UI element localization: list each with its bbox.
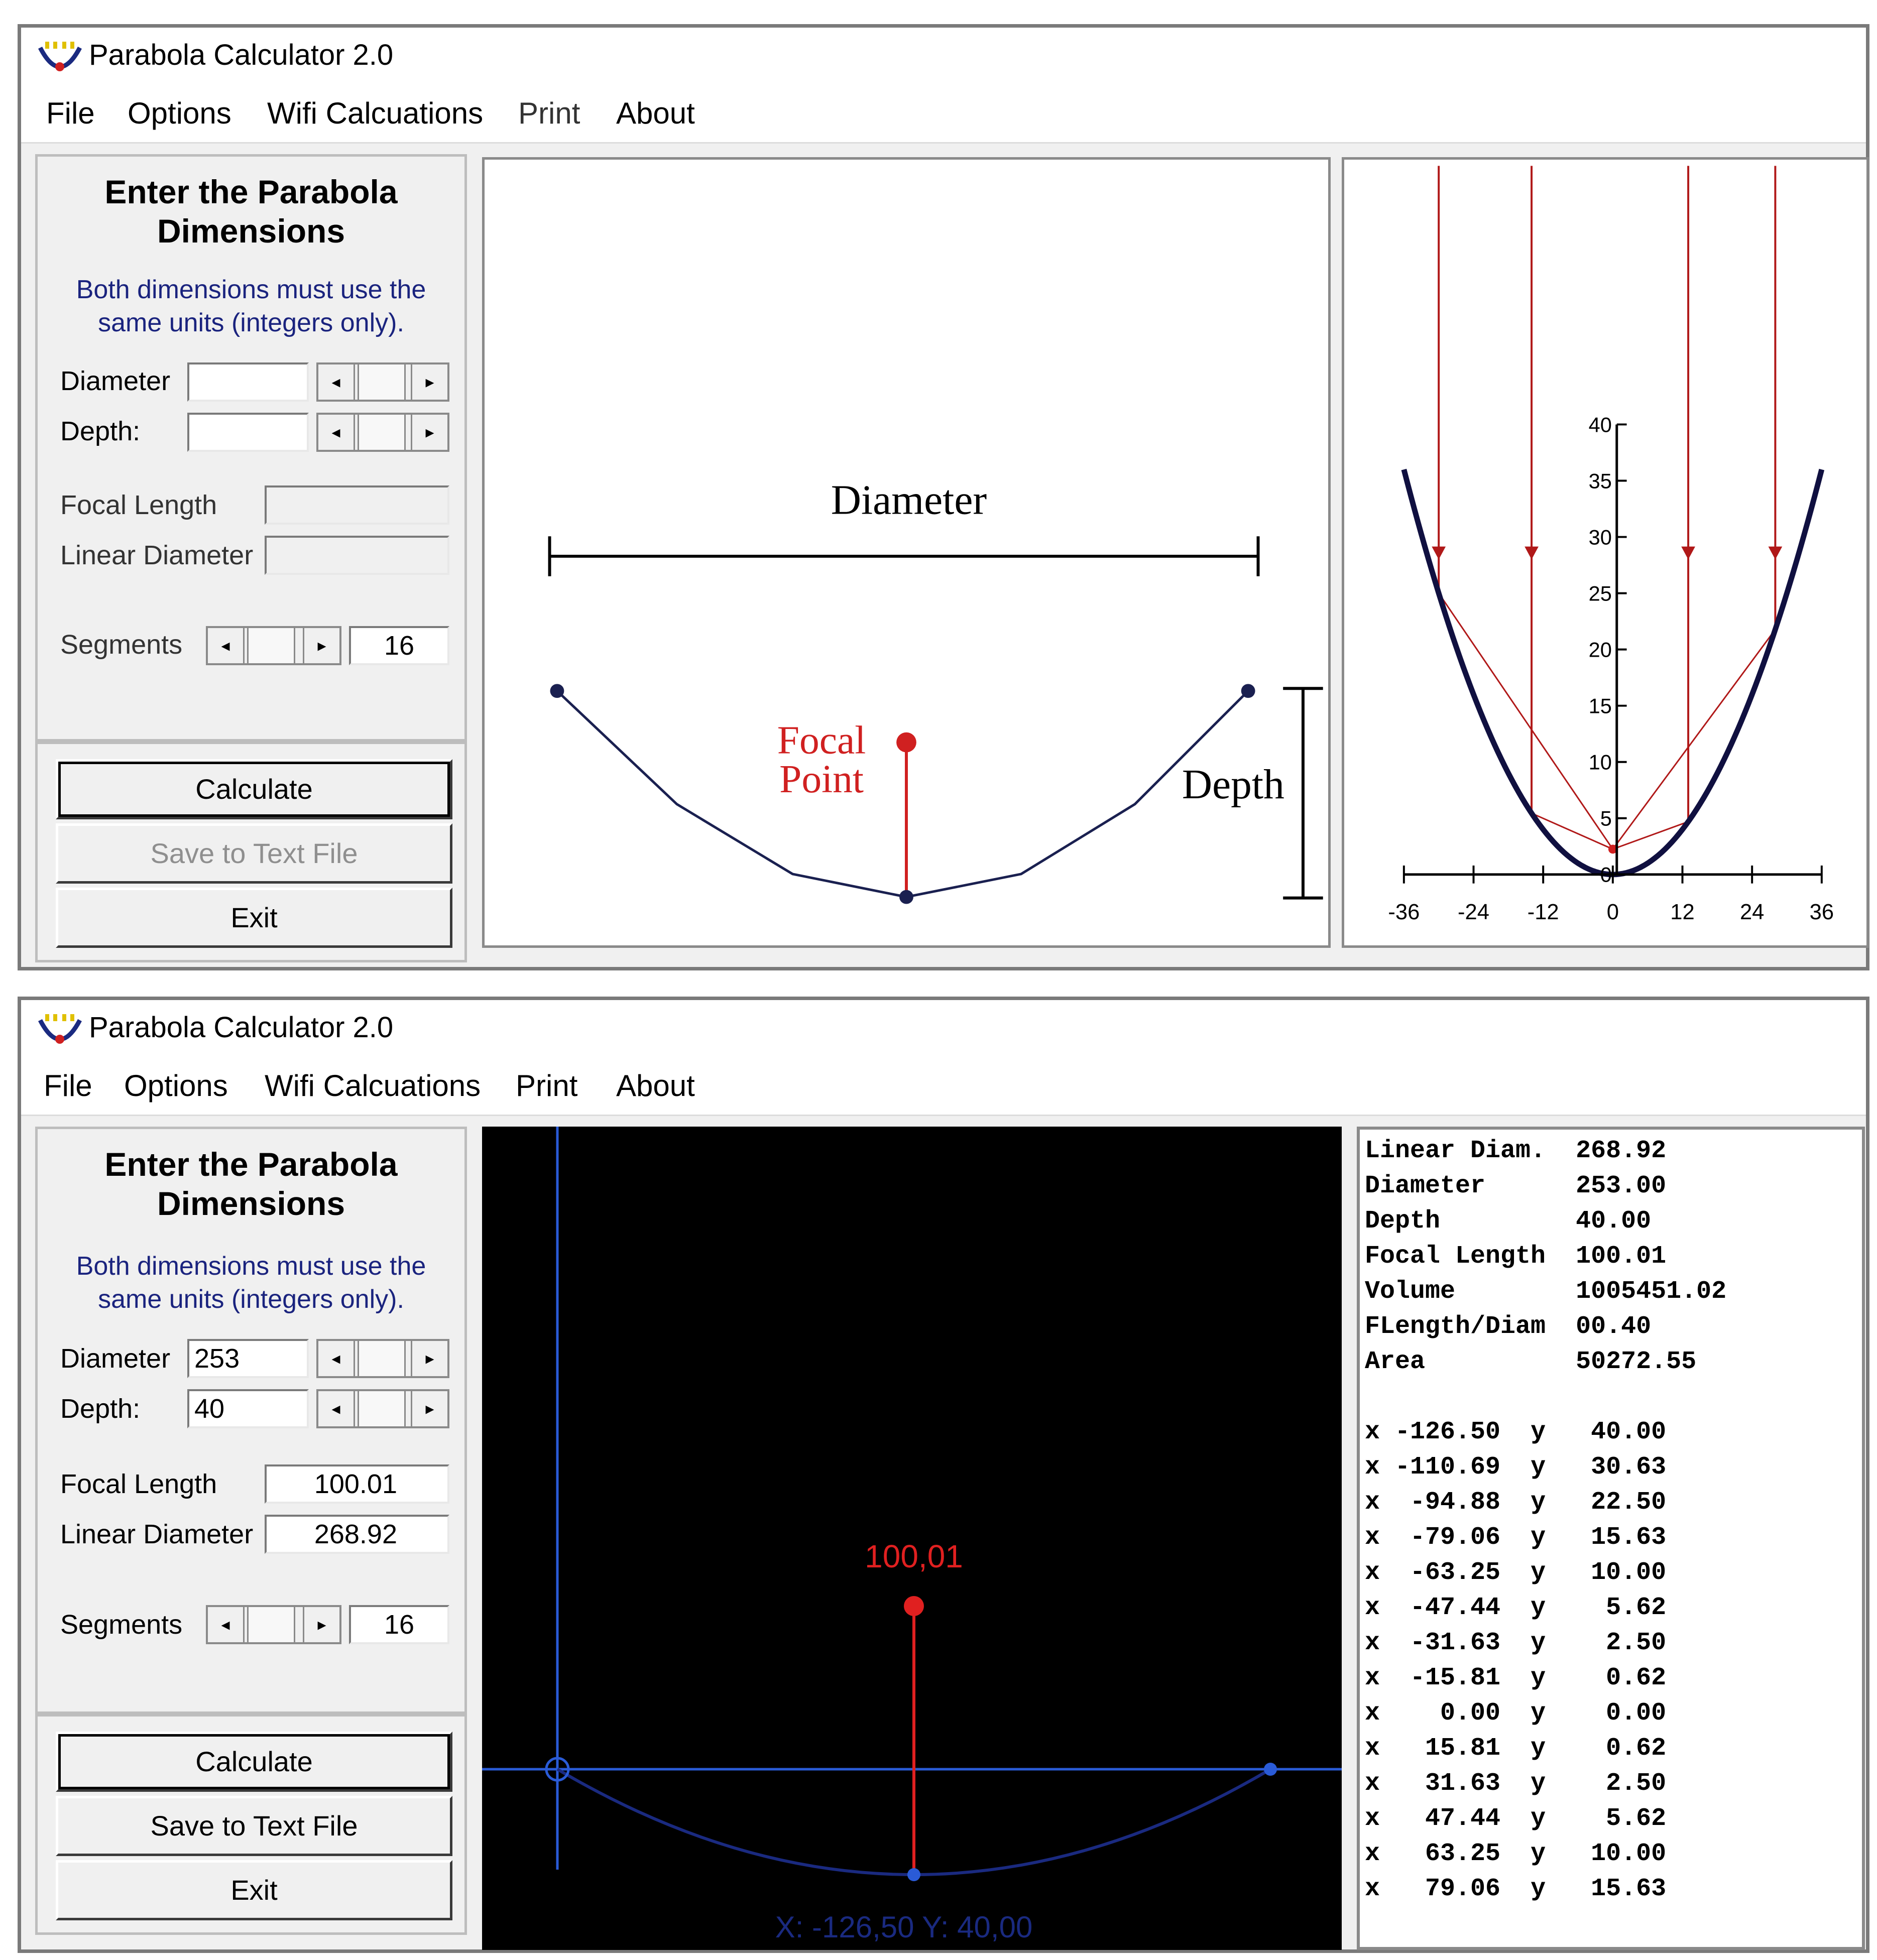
point-row xyxy=(1365,1872,1666,1907)
point-x-value: 0.00 xyxy=(1395,1699,1501,1728)
results-text-panel xyxy=(1357,1127,1865,1950)
scroll-thumb[interactable] xyxy=(358,1391,406,1426)
menu-options[interactable]: Options xyxy=(128,96,231,130)
point-y-prefix: y xyxy=(1500,1699,1546,1728)
result-value: 00.40 xyxy=(1576,1312,1652,1341)
menu-bar xyxy=(21,1056,1866,1116)
point-y-prefix: y xyxy=(1500,1488,1546,1517)
point-y-value: 2.50 xyxy=(1546,1769,1667,1798)
point-row xyxy=(1365,1590,1666,1626)
input-panel xyxy=(35,154,467,742)
point-y-value: 5.62 xyxy=(1546,1594,1667,1622)
y-tick-label: 0 xyxy=(1600,863,1612,887)
scroll-right-arrow-icon[interactable]: ▸ xyxy=(411,1341,447,1376)
y-tick-label: 15 xyxy=(1588,694,1612,718)
button-panel xyxy=(35,742,467,962)
point-y-prefix: y xyxy=(1500,1664,1546,1692)
units-note-line1: Both dimensions must use the xyxy=(76,275,426,304)
x-tick-label: 0 xyxy=(1606,900,1619,924)
depth-input[interactable]: 40 xyxy=(187,1389,309,1428)
chart-parabola-curve xyxy=(1404,469,1822,875)
scroll-thumb[interactable] xyxy=(247,1607,295,1642)
segments-value: 16 xyxy=(349,626,449,665)
point-row xyxy=(1365,1415,1666,1450)
ray-chart xyxy=(1342,157,1869,948)
scroll-right-arrow-icon[interactable]: ▸ xyxy=(411,415,447,450)
focal-label-line1: Focal xyxy=(777,718,866,763)
point-y-prefix: y xyxy=(1500,1840,1546,1868)
point-x-value: -79.06 xyxy=(1395,1523,1501,1552)
result-row xyxy=(1365,1204,1651,1239)
exit-button-label: Exit xyxy=(230,902,278,933)
point-x-value: -63.25 xyxy=(1395,1558,1501,1587)
result-row xyxy=(1365,1309,1651,1344)
point-y-value: 15.63 xyxy=(1546,1875,1667,1903)
result-label: Depth xyxy=(1365,1207,1576,1236)
window-title: Parabola Calculator 2.0 xyxy=(89,39,394,71)
calculate-button-label: Calculate xyxy=(195,773,313,805)
parabola-left-endpoint xyxy=(550,684,564,698)
title-bar xyxy=(21,28,1866,84)
result-row xyxy=(1365,1169,1666,1204)
segmented-parabola xyxy=(557,691,1248,897)
plot-focal-point-marker xyxy=(904,1596,924,1616)
result-value: 1005451.02 xyxy=(1576,1277,1727,1306)
point-y-prefix: y xyxy=(1500,1769,1546,1798)
point-x-value: -110.69 xyxy=(1395,1453,1501,1482)
result-value: 268.92 xyxy=(1576,1137,1667,1165)
result-label: Linear Diam. xyxy=(1365,1137,1576,1165)
point-y-value: 30.63 xyxy=(1546,1453,1667,1482)
diameter-input[interactable] xyxy=(187,362,309,402)
x-tick-label: 24 xyxy=(1739,900,1765,924)
scroll-right-arrow-icon[interactable]: ▸ xyxy=(411,364,447,400)
point-row xyxy=(1365,1766,1666,1801)
units-note-line2: same units (integers only). xyxy=(98,1285,404,1314)
result-value: 40.00 xyxy=(1576,1207,1652,1236)
ray-arrow-icon xyxy=(1432,547,1446,560)
result-label: Diameter xyxy=(1365,1172,1576,1200)
point-y-value: 10.00 xyxy=(1546,1558,1667,1587)
menu-print[interactable]: Print xyxy=(516,1069,578,1102)
x-tick-label: -24 xyxy=(1458,900,1490,924)
form-heading-line2: Dimensions xyxy=(157,212,345,250)
point-x-prefix: x xyxy=(1365,1629,1395,1657)
diameter-scrollbar[interactable] xyxy=(316,362,449,402)
point-y-prefix: y xyxy=(1500,1734,1546,1763)
form-heading-line1: Enter the Parabola xyxy=(104,1146,398,1183)
exit-button[interactable] xyxy=(56,1860,452,1920)
plot-focal-label: 100,01 xyxy=(865,1538,963,1574)
x-tick-label: -12 xyxy=(1527,900,1559,924)
ray-arrow-icon xyxy=(1681,547,1695,560)
depth-scrollbar[interactable] xyxy=(316,413,449,452)
result-label: Volume xyxy=(1365,1277,1576,1306)
point-x-value: 63.25 xyxy=(1395,1840,1501,1868)
point-y-prefix: y xyxy=(1500,1418,1546,1446)
point-y-value: 15.63 xyxy=(1546,1523,1667,1552)
result-row xyxy=(1365,1239,1666,1274)
y-tick-label: 20 xyxy=(1588,638,1612,662)
point-x-prefix: x xyxy=(1365,1804,1395,1833)
plot-vertex xyxy=(907,1868,920,1881)
depth-label: Depth: xyxy=(60,416,141,446)
point-row xyxy=(1365,1731,1666,1766)
x-tick-label: 12 xyxy=(1670,900,1695,924)
y-tick-label: 30 xyxy=(1588,525,1612,549)
scroll-left-arrow-icon[interactable]: ◂ xyxy=(318,1391,355,1426)
point-x-prefix: x xyxy=(1365,1664,1395,1692)
point-y-value: 2.50 xyxy=(1546,1629,1667,1657)
app-window-2 xyxy=(18,997,1869,1953)
point-x-prefix: x xyxy=(1365,1699,1395,1728)
y-tick-label: 35 xyxy=(1588,469,1612,493)
linear-diameter-label: Linear Diameter xyxy=(60,1519,254,1549)
cursor-coordinates: X: -126,50 Y: 40,00 xyxy=(775,1910,1033,1944)
result-row xyxy=(1365,1274,1726,1309)
scroll-right-arrow-icon[interactable]: ▸ xyxy=(303,628,339,663)
ray-arrow-icon xyxy=(1524,547,1539,560)
parabola-diagram xyxy=(482,157,1331,948)
app-logo-icon xyxy=(36,41,84,76)
point-y-value: 22.50 xyxy=(1546,1488,1667,1517)
diagram-depth-label: Depth xyxy=(1182,761,1284,808)
point-row xyxy=(1365,1626,1666,1661)
point-y-value: 0.62 xyxy=(1546,1664,1667,1692)
save-button-label: Save to Text File xyxy=(150,1810,358,1842)
units-note-line1: Both dimensions must use the xyxy=(76,1252,426,1281)
point-y-prefix: y xyxy=(1500,1594,1546,1622)
x-tick-label: -36 xyxy=(1388,900,1420,924)
focal-length-label: Focal Length xyxy=(60,490,217,520)
window-title: Parabola Calculator 2.0 xyxy=(89,1011,394,1044)
point-x-value: 15.81 xyxy=(1395,1734,1501,1763)
point-row xyxy=(1365,1661,1666,1696)
segments-scrollbar[interactable] xyxy=(206,1605,341,1644)
point-y-prefix: y xyxy=(1500,1629,1546,1657)
focal-length-label: Focal Length xyxy=(60,1469,217,1499)
point-y-value: 0.00 xyxy=(1546,1699,1667,1728)
point-x-prefix: x xyxy=(1365,1594,1395,1622)
depth-scrollbar[interactable] xyxy=(316,1389,449,1428)
exit-button-label: Exit xyxy=(230,1874,278,1906)
point-x-value: -15.81 xyxy=(1395,1664,1501,1692)
calculate-button-label: Calculate xyxy=(195,1746,313,1777)
y-tick-label: 25 xyxy=(1588,581,1612,605)
point-row xyxy=(1365,1450,1666,1485)
depth-input[interactable] xyxy=(187,413,309,452)
segments-value: 16 xyxy=(349,1605,449,1644)
plot-right-endpoint xyxy=(1264,1763,1277,1776)
parabola-vertex xyxy=(899,890,913,904)
calculate-button[interactable] xyxy=(56,1732,452,1792)
point-x-prefix: x xyxy=(1365,1769,1395,1798)
point-y-value: 0.62 xyxy=(1546,1734,1667,1763)
segments-label: Segments xyxy=(60,630,183,660)
menu-about[interactable]: About xyxy=(616,1069,695,1102)
point-y-value: 40.00 xyxy=(1546,1418,1667,1446)
scroll-left-arrow-icon[interactable]: ◂ xyxy=(318,364,355,400)
point-y-value: 5.62 xyxy=(1546,1804,1667,1833)
result-label: Area xyxy=(1365,1348,1576,1376)
linear-diameter-output: 268.92 xyxy=(265,1515,449,1554)
app-window-1 xyxy=(18,24,1869,970)
diameter-label: Diameter xyxy=(60,366,171,396)
menu-file[interactable]: File xyxy=(46,96,95,130)
diagram-diameter-label: Diameter xyxy=(831,477,987,524)
point-x-value: -47.44 xyxy=(1395,1594,1501,1622)
point-y-prefix: y xyxy=(1500,1523,1546,1552)
segments-scrollbar[interactable] xyxy=(206,626,341,665)
focal-label-line2: Point xyxy=(779,757,864,801)
focal-point-marker xyxy=(896,732,916,753)
point-row xyxy=(1365,1696,1666,1731)
parabola-plot-canvas[interactable] xyxy=(482,1127,1342,1950)
point-x-value: 47.44 xyxy=(1395,1804,1501,1833)
menu-wifi-calculations[interactable]: Wifi Calcuations xyxy=(267,96,484,130)
scroll-right-arrow-icon[interactable]: ▸ xyxy=(303,1607,339,1642)
menu-print[interactable]: Print xyxy=(518,96,580,130)
point-x-prefix: x xyxy=(1365,1418,1395,1446)
point-x-prefix: x xyxy=(1365,1840,1395,1868)
diameter-label: Diameter xyxy=(60,1343,171,1374)
depth-label: Depth: xyxy=(60,1394,141,1424)
result-label: FLength/Diam xyxy=(1365,1312,1576,1341)
menu-bar xyxy=(21,84,1866,144)
point-row xyxy=(1365,1836,1666,1872)
segments-label: Segments xyxy=(60,1610,183,1640)
y-tick-label: 40 xyxy=(1588,413,1612,437)
result-value: 100.01 xyxy=(1576,1242,1667,1271)
result-row xyxy=(1365,1344,1696,1380)
point-x-prefix: x xyxy=(1365,1523,1395,1552)
title-bar xyxy=(21,1000,1866,1056)
scroll-left-arrow-icon[interactable]: ◂ xyxy=(208,1607,245,1642)
y-tick-label: 10 xyxy=(1588,750,1612,774)
save-button-label: Save to Text File xyxy=(150,837,358,869)
form-heading-line1: Enter the Parabola xyxy=(104,173,398,210)
focal-length-output: 100.01 xyxy=(265,1464,449,1504)
point-y-value: 10.00 xyxy=(1546,1840,1667,1868)
parabola-right-endpoint xyxy=(1241,684,1255,698)
input-panel xyxy=(35,1127,467,1714)
save-to-text-file-button[interactable] xyxy=(56,823,452,884)
exit-button[interactable] xyxy=(56,888,452,948)
scroll-thumb[interactable] xyxy=(247,628,295,663)
point-x-prefix: x xyxy=(1365,1875,1395,1903)
point-row xyxy=(1365,1555,1666,1590)
reflected-ray xyxy=(1439,593,1613,849)
scroll-thumb[interactable] xyxy=(358,415,406,450)
form-heading-line2: Dimensions xyxy=(157,1185,345,1222)
point-x-prefix: x xyxy=(1365,1734,1395,1763)
result-value: 50272.55 xyxy=(1576,1348,1697,1376)
scroll-left-arrow-icon[interactable]: ◂ xyxy=(318,415,355,450)
point-row xyxy=(1365,1801,1666,1836)
menu-wifi-calculations[interactable]: Wifi Calcuations xyxy=(265,1069,481,1102)
x-tick-label: 36 xyxy=(1809,900,1834,924)
point-x-value: -94.88 xyxy=(1395,1488,1501,1517)
point-x-value: -31.63 xyxy=(1395,1629,1501,1657)
app-logo-icon xyxy=(36,1013,84,1048)
point-x-prefix: x xyxy=(1365,1558,1395,1587)
point-y-prefix: y xyxy=(1500,1453,1546,1482)
scroll-thumb[interactable] xyxy=(358,1341,406,1376)
diameter-input[interactable]: 253 xyxy=(187,1339,309,1378)
point-y-prefix: y xyxy=(1500,1558,1546,1587)
linear-diameter-label: Linear Diameter xyxy=(60,540,254,570)
menu-about[interactable]: About xyxy=(616,96,695,130)
calculate-button[interactable] xyxy=(56,759,452,819)
scroll-right-arrow-icon[interactable]: ▸ xyxy=(411,1391,447,1426)
result-label: Focal Length xyxy=(1365,1242,1576,1271)
focal-length-output xyxy=(265,485,449,525)
point-row xyxy=(1365,1485,1666,1520)
menu-options[interactable]: Options xyxy=(124,1069,228,1102)
point-x-value: -126.50 xyxy=(1395,1418,1501,1446)
result-row xyxy=(1365,1134,1666,1169)
ray-arrow-icon xyxy=(1769,547,1783,560)
units-note-line2: same units (integers only). xyxy=(98,308,404,337)
point-x-prefix: x xyxy=(1365,1453,1395,1482)
diameter-scrollbar[interactable] xyxy=(316,1339,449,1378)
save-to-text-file-button[interactable] xyxy=(56,1796,452,1856)
scroll-left-arrow-icon[interactable]: ◂ xyxy=(318,1341,355,1376)
point-x-prefix: x xyxy=(1365,1488,1395,1517)
point-y-prefix: y xyxy=(1500,1804,1546,1833)
button-panel xyxy=(35,1714,467,1935)
linear-diameter-output xyxy=(265,536,449,575)
menu-file[interactable]: File xyxy=(44,1069,92,1102)
point-y-prefix: y xyxy=(1500,1875,1546,1903)
result-value: 253.00 xyxy=(1576,1172,1667,1200)
scroll-thumb[interactable] xyxy=(358,364,406,400)
point-x-value: 31.63 xyxy=(1395,1769,1501,1798)
point-row xyxy=(1365,1520,1666,1555)
point-x-value: 79.06 xyxy=(1395,1875,1501,1903)
y-tick-label: 5 xyxy=(1600,806,1612,830)
scroll-left-arrow-icon[interactable]: ◂ xyxy=(208,628,245,663)
